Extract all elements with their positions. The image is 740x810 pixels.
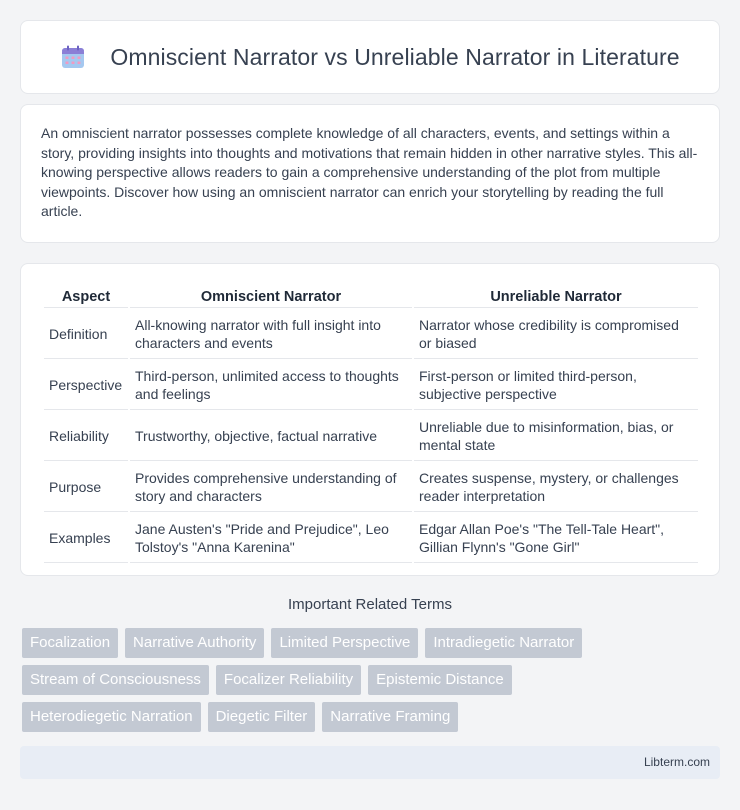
table-cell-unreliable: Edgar Allan Poe's "The Tell-Tale Heart", Gillian Flynn's "Gone Girl": [414, 514, 698, 563]
comparison-table-card: [20, 263, 720, 576]
tag-diegetic-filter[interactable]: Diegetic Filter: [208, 702, 316, 732]
column-header-omniscient: Omniscient Narrator: [130, 286, 412, 308]
footer-site-link[interactable]: Libterm.com: [643, 755, 710, 769]
column-header-aspect: Aspect: [44, 286, 128, 308]
related-terms-list: [22, 628, 722, 739]
table-row: [44, 412, 698, 461]
intro-paragraph: An omniscient narrator possesses complete knowledge of all characters, events, and settings within a story, providing insights into thoughts and motivations that remain hidden in other narrative styles. This all-knowing perspective allows readers to gain a comprehensive understanding of the plot from multiple viewpoints. Discover how using an omniscient narrator can enrich your storytelling by reading the full article.: [41, 125, 698, 220]
table-cell-unreliable: Creates suspense, mystery, or challenges reader interpretation: [414, 463, 698, 512]
tag-limited-perspective[interactable]: Limited Perspective: [271, 628, 418, 658]
table-cell-omniscient: Provides comprehensive understanding of story and characters: [130, 463, 412, 512]
tag-focalizer-reliability[interactable]: Focalizer Reliability: [216, 665, 361, 695]
table-row: [44, 514, 698, 563]
table-cell-aspect: Reliability: [44, 412, 128, 461]
table-cell-omniscient: Trustworthy, objective, factual narrative: [130, 412, 412, 461]
table-row: [44, 310, 698, 359]
tag-narrative-framing[interactable]: Narrative Framing: [322, 702, 458, 732]
tag-intradiegetic-narrator[interactable]: Intradiegetic Narrator: [425, 628, 582, 658]
table-cell-omniscient: All-knowing narrator with full insight into characters and events: [130, 310, 412, 359]
tag-row: [22, 628, 722, 658]
table-cell-omniscient: Third-person, unlimited access to thoughts and feelings: [130, 361, 412, 410]
tag-stream-of-consciousness[interactable]: Stream of Consciousness: [22, 665, 209, 695]
footer: [20, 746, 720, 779]
tag-row: [22, 702, 722, 732]
comparison-table: [42, 284, 700, 565]
table-header-row: [44, 286, 698, 308]
table-cell-aspect: Definition: [44, 310, 128, 359]
table-cell-aspect: Examples: [44, 514, 128, 563]
table-cell-aspect: Purpose: [44, 463, 128, 512]
page-title: Omniscient Narrator vs Unreliable Narrator in Literature: [110, 43, 680, 70]
tag-heterodiegetic-narration[interactable]: Heterodiegetic Narration: [22, 702, 201, 732]
table-cell-unreliable: Unreliable due to misinformation, bias, or mental state: [414, 412, 698, 461]
intro-card: [20, 104, 720, 243]
table-cell-unreliable: Narrator whose credibility is compromised or biased: [414, 310, 698, 359]
tag-narrative-authority[interactable]: Narrative Authority: [125, 628, 264, 658]
tag-row: [22, 665, 722, 695]
calendar-icon: [60, 44, 86, 70]
table-cell-aspect: Perspective: [44, 361, 128, 410]
table-cell-unreliable: First-person or limited third-person, subjective perspective: [414, 361, 698, 410]
header-card: [20, 20, 720, 94]
table-row: [44, 361, 698, 410]
tag-epistemic-distance[interactable]: Epistemic Distance: [368, 665, 512, 695]
table-row: [44, 463, 698, 512]
table-cell-omniscient: Jane Austen's "Pride and Prejudice", Leo Tolstoy's "Anna Karenina": [130, 514, 412, 563]
tag-focalization[interactable]: Focalization: [22, 628, 118, 658]
related-terms-title: Important Related Terms: [288, 596, 452, 613]
column-header-unreliable: Unreliable Narrator: [414, 286, 698, 308]
